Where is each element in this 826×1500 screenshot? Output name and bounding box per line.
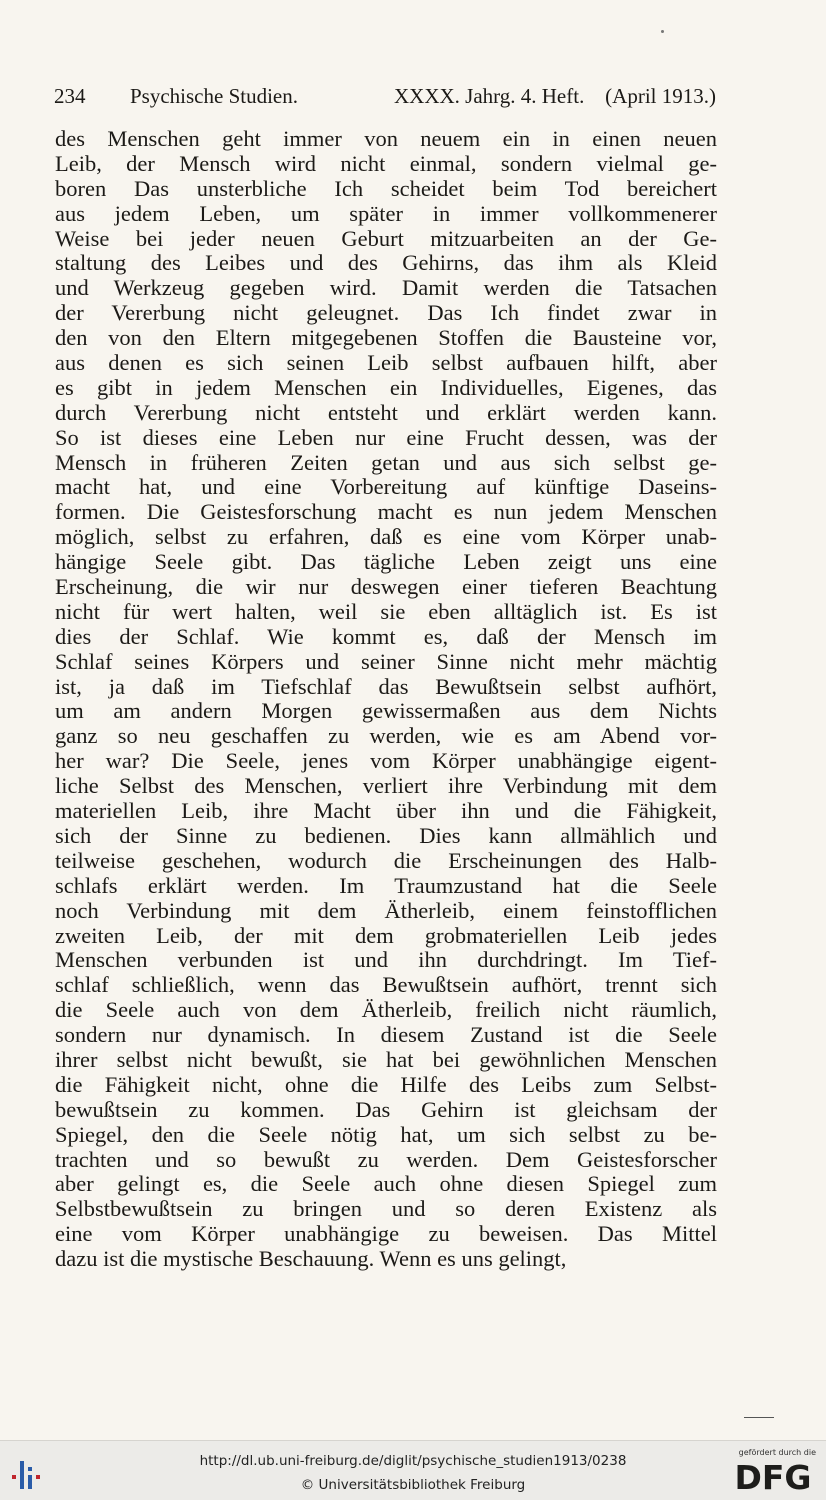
text-line: um am andern Morgen gewissermaßen aus dem Nichts [55, 698, 717, 724]
text-line: formen. Die Geistesforschung macht es nun jedem Menschen [55, 499, 717, 525]
text-line: aus denen es sich seinen Leib selbst aufbauen hilft, aber [55, 350, 717, 376]
text-line: her war? Die Seele, jenes vom Körper unabhängige eigent- [55, 748, 717, 774]
text-line: liche Selbst des Menschen, verliert ihre Verbindung mit dem [55, 773, 717, 799]
text-line: ihrer selbst nicht bewußt, sie hat bei gewöhnlichen Menschen [55, 1046, 717, 1072]
text-line: des Menschen geht immer von neuem ein in einen neuen [55, 126, 717, 151]
text-line: hängige Seele gibt. Das tägliche Leben zeigt uns eine [55, 549, 717, 575]
text-line: Spiegel, den die Seele nötig hat, um sich selbst zu be- [55, 1121, 717, 1147]
text-line: die Fähigkeit nicht, ohne die Hilfe des Leibs zum Selbst- [55, 1071, 717, 1097]
text-line: sich der Sinne zu bedienen. Dies kann allmählich und [55, 822, 717, 848]
text-line: Mensch in früheren Zeiten getan und aus sich selbst ge- [55, 449, 717, 475]
text-line: bewußtsein zu kommen. Das Gehirn ist gleichsam der [55, 1096, 717, 1122]
dfg-logo-text: DFG [734, 1458, 812, 1494]
text-line: zweiten Leib, der mit dem grobmateriellen Leib jedes [55, 922, 717, 948]
issue-date: (April 1913.) [605, 84, 716, 108]
page-number: 234 [54, 84, 86, 108]
text-line: eine vom Körper unabhängige zu beweisen. Das Mittel [55, 1221, 717, 1247]
copyright-notice: © Universitätsbibliothek Freiburg [300, 1477, 526, 1493]
sponsor-text: gefördert durch die [738, 1448, 816, 1457]
text-line: aber gelingt es, die Seele auch ohne diesen Spiegel zum [55, 1171, 717, 1197]
text-line: macht hat, und eine Vorbereitung auf künftige Daseins- [55, 474, 717, 500]
text-line: die Seele auch von dem Ätherleib, freilich nicht räumlich, [55, 997, 717, 1023]
text-line: ganz so neu geschaffen zu werden, wie es am Abend vor- [55, 723, 717, 749]
text-line: dies der Schlaf. Wie kommt es, daß der Mensch im [55, 623, 717, 649]
text-line: materiellen Leib, ihre Macht über ihn und die Fähigkeit, [55, 798, 717, 824]
text-line: nicht für wert halten, weil sie eben alltäglich ist. Es ist [55, 598, 717, 624]
running-header [54, 84, 716, 112]
text-line: durch Vererbung nicht entsteht und erklärt werden kann. [55, 399, 717, 425]
text-line: Erscheinung, die wir nur deswegen einer tieferen Beachtung [55, 574, 717, 600]
text-line: aus jedem Leben, um später in immer vollkommenerer [55, 200, 717, 226]
text-line: So ist dieses eine Leben nur eine Frucht dessen, was der [55, 424, 717, 450]
text-line: Menschen verbunden ist und ihn durchdringt. Im Tief- [55, 947, 717, 973]
text-line: den von den Eltern mitgegebenen Stoffen die Bausteine vor, [55, 325, 717, 351]
permalink-url[interactable]: http://dl.ub.uni-freiburg.de/diglit/psychische_studien1913/0238 [199, 1453, 627, 1469]
text-line: Weise bei jeder neuen Geburt mitzuarbeiten an der Ge- [55, 225, 717, 251]
text-line: der Vererbung nicht geleugnet. Das Ich findet zwar in [55, 300, 717, 326]
journal-title: Psychische Studien. [130, 84, 298, 108]
text-line: möglich, selbst zu erfahren, daß es eine vom Körper unab- [55, 524, 717, 550]
text-line: teilweise geschehen, wodurch die Erscheinungen des Halb- [55, 847, 717, 873]
text-line: und Werkzeug gegeben wird. Damit werden die Tatsachen [55, 275, 717, 301]
text-line: dazu ist die mystische Beschauung. Wenn es uns gelingt, [55, 1246, 567, 1272]
text-line: sondern nur dynamisch. In diesem Zustand ist die Seele [55, 1022, 717, 1048]
text-line: Schlaf seines Körpers und seiner Sinne nicht mehr mächtig [55, 648, 717, 674]
scan-speck [661, 30, 664, 33]
text-line: Selbstbewußtsein zu bringen und so deren Existenz als [55, 1196, 717, 1222]
text-line: trachten und so bewußt zu werden. Dem Geistesforscher [55, 1146, 717, 1172]
issue-info: XXXX. Jahrg. 4. Heft. [394, 84, 585, 108]
text-line: ist, ja daß im Tiefschlaf das Bewußtsein selbst aufhört, [55, 673, 717, 699]
text-line: Leib, der Mensch wird nicht einmal, sondern vielmal ge- [55, 150, 717, 176]
dfg-logo-icon[interactable] [730, 1458, 816, 1494]
footer-rule [744, 1417, 774, 1418]
text-line: staltung des Leibes und des Gehirns, das ihm als Kleid [55, 250, 717, 276]
body-text [55, 127, 717, 1272]
text-line: schlafs erklärt werden. Im Traumzustand hat die Seele [55, 872, 717, 898]
text-line: es gibt in jedem Menschen ein Individuelles, Eigenes, das [55, 374, 717, 400]
viewer-footer-bar [0, 1440, 826, 1500]
text-line: schlaf schließlich, wenn das Bewußtsein aufhört, trennt sich [55, 972, 717, 998]
text-line: noch Verbindung mit dem Ätherleib, einem feinstofflichen [55, 897, 717, 923]
text-line: boren Das unsterbliche Ich scheidet beim Tod bereichert [55, 175, 717, 201]
